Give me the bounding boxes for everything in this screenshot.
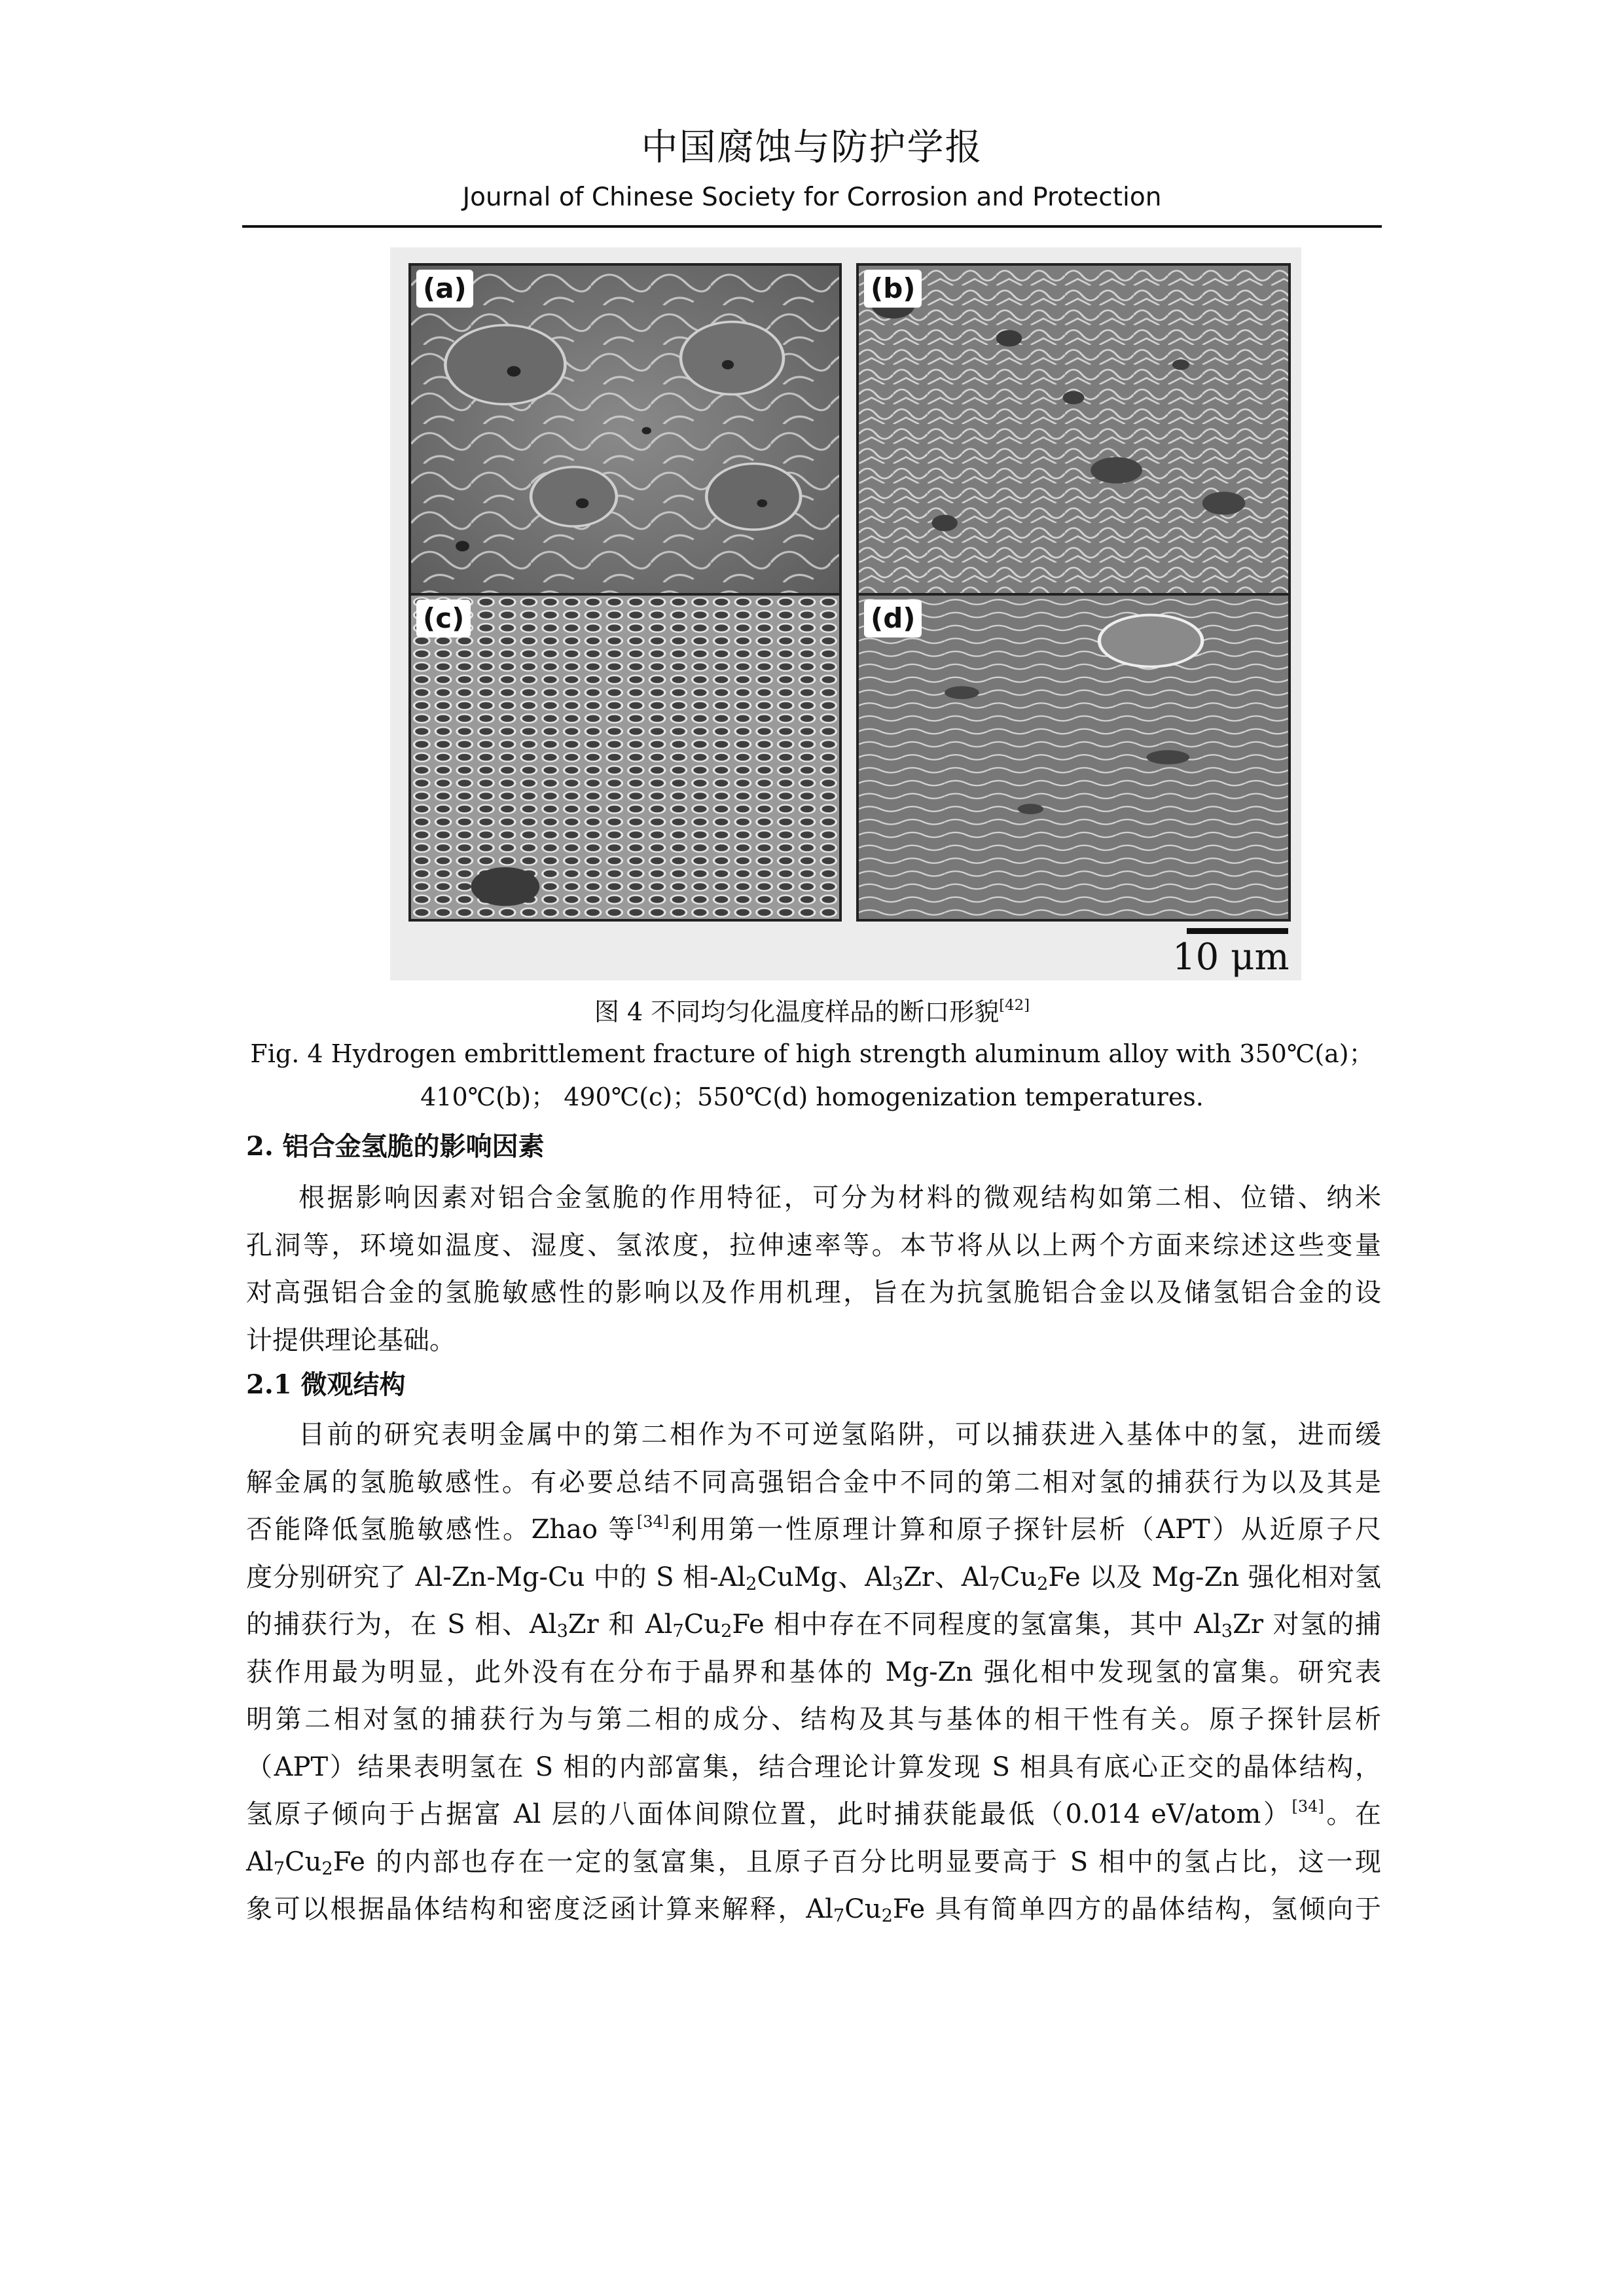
micrograph-a-image [411, 266, 839, 596]
subscript: 3 [892, 1573, 904, 1594]
text-run: Zr 对氢的捕 [1233, 1609, 1381, 1640]
citation: [34] [636, 1513, 670, 1532]
paragraph-line: 孔洞等，环境如温度、湿度、氢浓度，拉伸速率等。本节将从以上两个方面来综述这些变量 [246, 1230, 1381, 1261]
subscript: 2 [321, 1858, 333, 1879]
citation: [34] [1291, 1797, 1324, 1816]
panel-label-a: (a) [416, 270, 473, 308]
paragraph-line [246, 1601, 1381, 1649]
journal-header [242, 123, 1382, 217]
paragraph-line: （APT）结果表明氢在 S 相的内部富集，结合理论计算发现 S 相具有底心正交的晶体结构， [246, 1751, 1381, 1782]
micrograph-panel-c [408, 593, 842, 922]
journal-title-en: Journal of Chinese Society for Corrosion and Protection [462, 183, 1162, 212]
subscript: 7 [672, 1621, 684, 1641]
text-run: Fe 相中存在不同程度的氢富集，其中 Al [732, 1609, 1221, 1640]
panel-label-b: (b) [864, 270, 922, 308]
micrograph-d-image [859, 596, 1288, 919]
paragraph-line: 明第二相对氢的捕获行为与第二相的成分、结构及其与基体的相干性有关。原子探针层析 [246, 1704, 1381, 1734]
subscript: 2 [721, 1621, 732, 1641]
paragraph-line [246, 1554, 1381, 1602]
paragraph-line: 计提供理论基础。 [246, 1325, 456, 1355]
section-2-paragraph [246, 1174, 1381, 1364]
figure-caption-en-line-1: Fig. 4 Hydrogen embrittlement fracture of high strength aluminum alloy with 350℃(a)； [250, 1039, 1374, 1068]
micrograph-c-image [411, 596, 839, 919]
paragraph-line [246, 1886, 1381, 1933]
text-run: 利用第一性原理计算和原子探针层析（APT）从近原子尺 [669, 1515, 1382, 1545]
subscript: 2 [746, 1573, 757, 1594]
text-run: Cu [683, 1609, 721, 1640]
paragraph-line: 目前的研究表明金属中的第二相作为不可逆氢陷阱，可以捕获进入基体中的氢，进而缓 [298, 1420, 1381, 1450]
figure-4 [390, 247, 1301, 980]
caption-cn-text: 图 4 不同均匀化温度样品的断口形貌 [594, 997, 1000, 1026]
paragraph-line [246, 1506, 1381, 1554]
figure-caption-cn [242, 994, 1382, 1030]
section-2-1-heading: 2.1 微观结构 [246, 1369, 406, 1400]
subscript: 7 [988, 1573, 1000, 1594]
text-run: 否能降低氢脆敏感性。Zhao 等 [246, 1515, 637, 1545]
subscript: 2 [1037, 1573, 1049, 1594]
scale-bar [1187, 928, 1288, 934]
text-run: 氢原子倾向于占据富 Al 层的八面体间隙位置，此时捕获能最低（0.014 eV/atom） [246, 1799, 1292, 1829]
scale-bar-label: 10 μm [1172, 936, 1290, 978]
subscript: 3 [1221, 1621, 1233, 1641]
text-run: 。在 [1324, 1799, 1381, 1829]
caption-cn-reference: [42] [999, 997, 1030, 1014]
text-run: CuMg、Al [757, 1562, 892, 1592]
paragraph-line [246, 1839, 1381, 1886]
text-run: Cu [844, 1894, 882, 1924]
text-run: Cu [285, 1846, 322, 1877]
text-run: Fe 的内部也存在一定的氢富集，且原子百分比明显要高于 S 相中的氢占比，这一现 [333, 1846, 1381, 1877]
subscript: 3 [556, 1621, 568, 1641]
text-run: Zr、Al [903, 1562, 989, 1592]
text-run: 度分别研究了 Al-Zn-Mg-Cu 中的 S 相-Al [246, 1562, 746, 1592]
micrograph-panel-b [856, 263, 1291, 598]
text-run: Cu [1000, 1562, 1038, 1592]
panel-label-c: (c) [416, 600, 471, 637]
text-run: Fe 以及 Mg-Zn 强化相对氢 [1048, 1562, 1382, 1592]
text-run: Zr 和 Al [568, 1609, 673, 1640]
subscript: 7 [273, 1858, 285, 1879]
text-run: 象可以根据晶体结构和密度泛函计算来解释，Al [246, 1894, 833, 1924]
paragraph-line [246, 1791, 1381, 1839]
micrograph-panel-a [408, 263, 842, 598]
section-2-1-paragraph [246, 1411, 1381, 1933]
paragraph-line: 解金属的氢脆敏感性。有必要总结不同高强铝合金中不同的第二相对氢的捕获行为以及其是 [246, 1467, 1381, 1498]
paragraph-line: 对高强铝合金的氢脆敏感性的影响以及作用机理，旨在为抗氢脆铝合金以及储氢铝合金的设 [246, 1278, 1381, 1308]
subscript: 7 [833, 1905, 845, 1926]
section-2-heading: 2. 铝合金氢脆的影响因素 [246, 1131, 545, 1162]
panel-label-d: (d) [864, 600, 922, 637]
text-run: Fe 具有简单四方的晶体结构，氢倾向于 [892, 1894, 1382, 1924]
micrograph-b-image [859, 266, 1288, 596]
micrograph-panel-d [856, 593, 1291, 922]
subscript: 2 [881, 1905, 893, 1926]
header-rule [242, 225, 1382, 228]
paragraph-line: 根据影响因素对铝合金氢脆的作用特征，可分为材料的微观结构如第二相、位错、纳米 [298, 1183, 1381, 1213]
paragraph-line: 获作用最为明显，此外没有在分布于晶界和基体的 Mg-Zn 强化相中发现氢的富集。研究表 [246, 1657, 1381, 1687]
figure-caption-en-line-2: 410℃(b)； 490℃(c)；550℃(d) homogenization temperatures. [420, 1083, 1204, 1111]
text-run: Al [246, 1846, 274, 1877]
journal-title-cn: 中国腐蚀与防护学报 [641, 126, 983, 169]
text-run: 的捕获行为，在 S 相、Al [246, 1609, 557, 1640]
